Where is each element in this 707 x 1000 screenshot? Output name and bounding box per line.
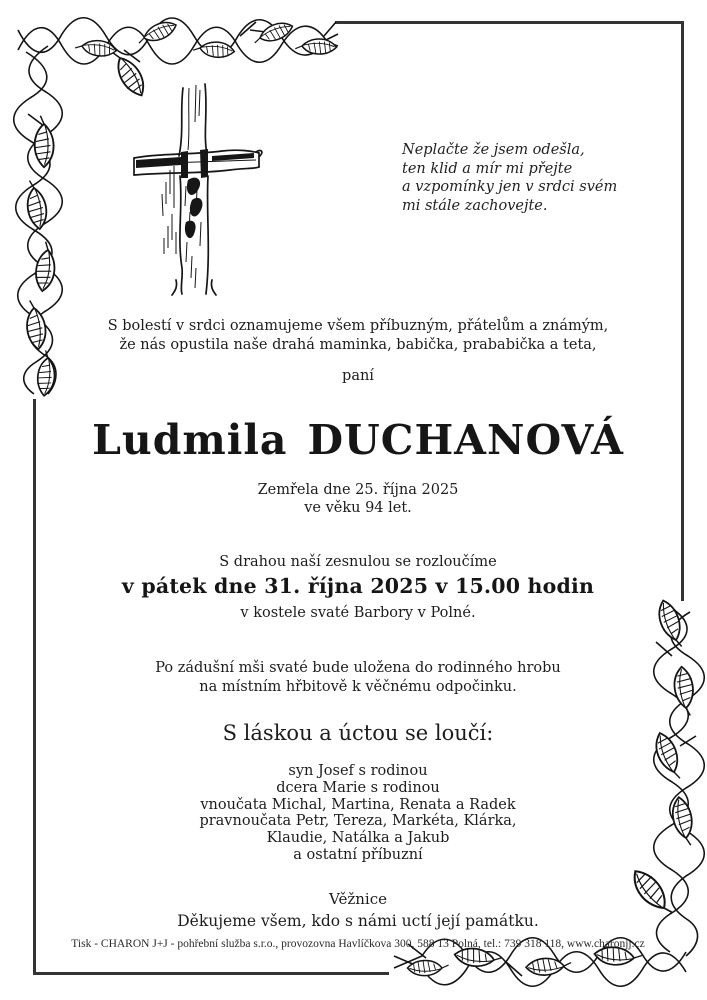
burial-line: na místním hřbitově k věčnému odpočinku. [199,678,517,695]
burial-info [33,659,683,696]
mourner-line: syn Josef s rodinou [288,763,428,779]
printer-footer: Tisk - CHARON J+J - pohřební služba s.r.o., provozovna Havlíčkova 300, 588 13 Polná, tel.: 739 318 118, www.charonjj.cz [71,938,645,950]
frame-bottom-line [33,972,389,975]
mourner-line: vnoučata Michal, Martina, Renata a Radek [200,796,516,813]
wooden-cross-icon [126,82,264,296]
poem-line: Neplačte že jsem odešla, [402,142,585,158]
death-date: Zemřela dne 25. října 2025 [257,482,459,498]
farewell-place: v kostele svaté Barbory v Polné. [240,605,476,621]
mourner-line: dcera Marie s rodinou [276,779,440,796]
death-age: ve věku 94 let. [304,500,412,516]
farewell-intro: S drahou naší zesnulou se rozloučíme [219,554,497,570]
farewell-datetime: v pátek dne 31. října 2025 v 15.00 hodin [121,574,595,598]
mourner-line: Klaudie, Natálka a Jakub [266,830,450,847]
poem-line: mi stále zachovejte. [402,197,548,214]
thanks-line: Děkujeme všem, kdo s námi uctí její památku. [177,912,539,930]
burial-line: Po zádušní mši svaté bude uložena do rodinného hrobu [155,660,561,676]
announcement-text [33,317,683,355]
poem-line: ten klid a mír mi přejte [402,160,573,177]
announcement-line: S bolestí v srdci oznamujeme všem příbuzným, přátelům a známým, [107,318,609,334]
mourners-list [33,763,683,864]
deceased-last-name: DUCHANOVÁ [307,416,624,464]
frame-top-line [335,21,684,24]
mourner-line: pravnoučata Petr, Tereza, Markéta, Klárka, [199,813,517,830]
salutation: paní [342,368,374,384]
death-info [33,481,683,517]
deceased-first-name: Ludmila [92,416,288,464]
poem-line: a vzpomínky jen v srdci svém [402,179,618,195]
announcement-line: že nás opustila naše drahá maminka, babička, prababička a teta, [119,337,597,353]
mourner-line: a ostatní příbuzní [293,846,423,863]
deceased-name [33,416,683,464]
town-name: Věžnice [329,890,387,908]
condolence-poem [402,141,617,215]
mourners-heading: S láskou a úctou se loučí: [222,721,494,745]
